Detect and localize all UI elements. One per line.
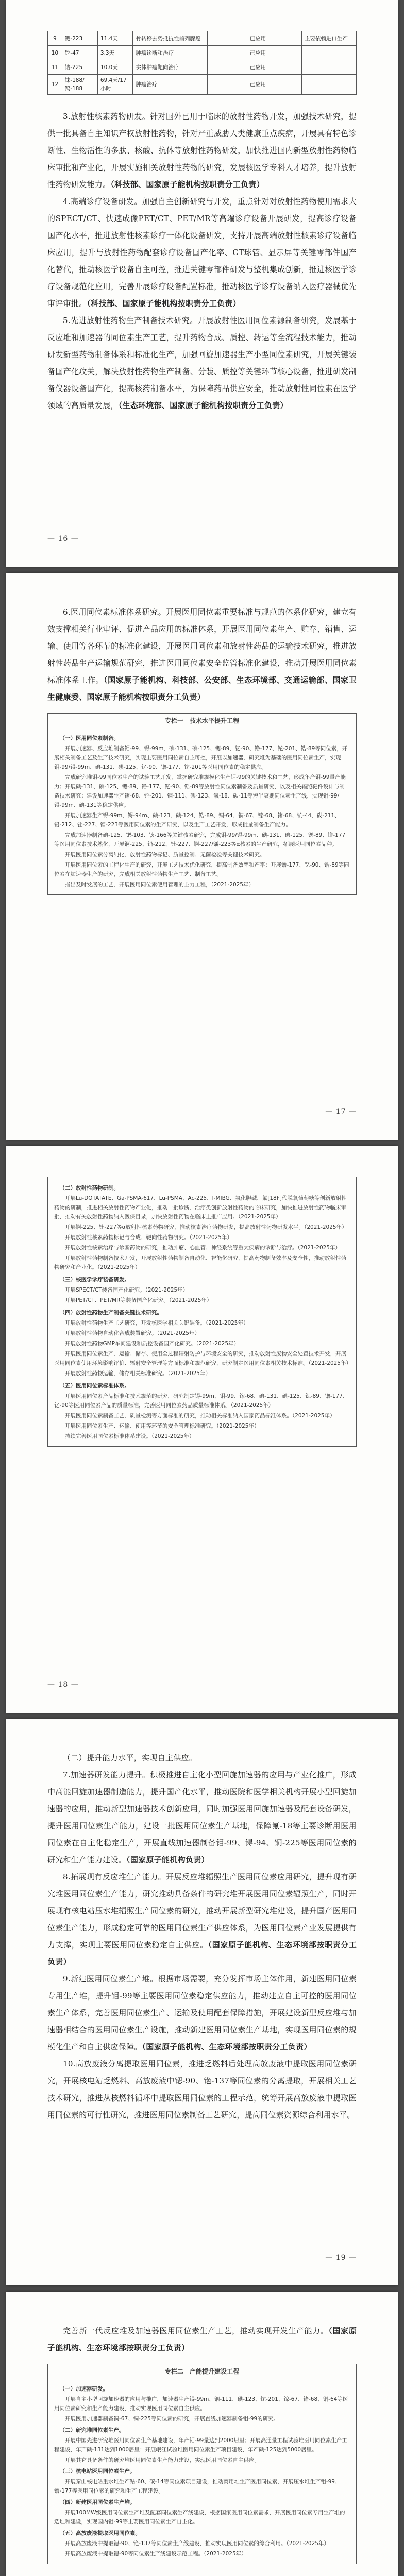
box-item: 完成研究堆钼-99同位素生产的试验工艺开发，掌握研究堆规模化生产钼-99的关键技术和工艺，形成年产钼-99量产能力；开展碘-131、碘-125、锶-89、镥-177、钇-90、锆-89等放射性同位素制备及质量研究，以及相关辐照靶件设计与制造技术研究；建设加速器生产锗-68、铊-201、铟-111、碘-123、氟-18、碳-11等短半衰期同位素生产线，实现钼-99/锝-99m、碘-131等稳定供应。: [54, 774, 346, 808]
table-cell-spec: 10.0天: [97, 60, 133, 75]
box-section-heading: （三）核电站医用同位素生产。: [59, 2468, 136, 2475]
page-1-paragraphs: [47, 108, 357, 414]
box-footer: 开展高放废液中提取锶-90等同位素生产线建设示范工程。（2021-2025年）: [65, 2551, 247, 2557]
paragraph-text: 10.高放废液分离提取医用同位素，推进乏燃料后处理高放废液中提取医用同位素研究，开展核电站乏燃料、高放废液中锶-90、铯-137等同位素的分离提取，开展相关工艺技术研究，推进从核燃料循环中提取医用同位素的工程示范，统筹开展高放废液中提取医用同位素的可行性研究，推进医用同位素制备工艺研究，提高同位素资源综合利用水平。: [47, 2059, 357, 2120]
box-item: 开展放射性核素药物标记与合成、靶向性药物研究。（2021-2025年）: [65, 1234, 232, 1241]
box-section-heading: （一）医用同位素制备。: [59, 735, 119, 741]
table-cell-spec: 69.4天/17小时: [97, 75, 133, 95]
body-paragraph: [47, 1869, 357, 1971]
table-cell-num: 9: [48, 31, 62, 46]
paragraph-text: 4.高端诊疗设备研发。加强自主创新研究与开发，重点针对对放射性药物使用需求大的SPECT/CT、快速成像PET/CT、PET/MR等高端诊疗设备开展研发，提高诊疗设备国产化水平，推进放射性核素诊疗一体化设备研发，支持开展高端放射性核素诊疗设备临床应用，提升与放射性药物配套诊疗设备国产化率、CT球管、显示屏等关键零部件国产化替代，推动核医学设备自主可控，推进关键零部件研发与整机集成创新，推进核医学诊疗设备规范化应用，完善开展诊疗设备配置标准，推动核医学诊疗设备纳入医疗器械优先审评审批。: [47, 197, 357, 308]
table-cell-note: [301, 60, 356, 75]
responsible-agencies: （科技部、国家原子能机构按职责分工负责）: [110, 180, 264, 189]
responsible-agencies: （国家原子能机构、科技部、公安部、生态环境部、交通运输部、国家卫生健康委、国家原子能机构按职责分工负责）: [47, 675, 357, 702]
box-item: 开展锕-225、钍-227等α放射性核素药物研究，推动核素治疗药物研发，提高放射性药物研发水平。（2021-2025年）: [65, 1224, 347, 1230]
table-cell-unit: [207, 75, 247, 95]
paragraph-text: 8.拓展现有反应堆生产能力。开展反应堆辐照生产医用同位素应用研究，提升现有研究堆医用同位素生产能力，研究推动具备条件的研究堆开展医用同位素辐照生产，同时开展现有核电站压水堆辐照生产同位素的研究，推动开展新型研究堆建设，提升国产医用同位素生产能力，形成稳定可靠的医用同位素生产供应体系，为医用同位素产业发展提供有力支撑，实现主要医用同位素稳定自主供应。: [47, 1872, 357, 1950]
box-title: 专栏二 产能提升建设工程: [48, 2364, 356, 2379]
table-cell-name: 铊-47: [62, 46, 97, 60]
responsible-agencies: （科技部、国家原子能机构按职责分工负责）: [87, 299, 241, 308]
box-item: 开展放射性药物GMP车间建设和质控设备国产化研究。（2021-2025年）: [65, 1341, 240, 1347]
paragraph-text: 5.先进放射性药物生产制备技术研究。开展放射性医用同位素源制备研究，发展基于反应堆和加速器的同位素生产工艺，提升药物合成、质控、转运等全流程技术能力，推动研发新型药物制备体系和标准化生产，加强回旋加速器生产小型同位素研究，开展关键装备国产化攻关，解决放射性药物生产制备、分装、质控等关键环节核心设备，推进研发制备仪器设备国产化，提高核药制备水平，为保障药品供应安全，推动放射性同位素在医学领域的高质量发展，: [47, 316, 357, 410]
box-item: 开展秦山核电站重水堆生产钴-60、碳-14等同位素项目建设，推动商用堆生产医用同位素，开展压水堆生产钼-99、镥-177等医用同位素的研究和生产工程建设。: [54, 2479, 341, 2494]
box-item: 开展医用同位素生产、运输、储存、使用全过程辐射防护与环境安全的研究，推动放射性废物安全处置技术开发，开展医用同位素使用环境影响评价、辐射安全管理等方面标准和规范研究，研究制定医用同位素相关技术标准。（2021-2025年）: [54, 1351, 351, 1366]
table-cell-status: 已应用: [247, 60, 301, 75]
box-body: [48, 2379, 356, 2564]
responsible-agencies: （生态环境部、国家原子能机构按职责分工负责）: [118, 401, 288, 410]
page-content: [47, 1750, 357, 2124]
table-cell-use: 骨转移去势抵抗性前列腺癌: [133, 31, 207, 46]
box-item: 开展100MW级医用同位素生产堆及配套同位素生产线建设，根据国家医用同位素需求，开展医用同位素专用生产堆的选址和建设，实现国内钼-99等主要医用同位素生产自主化。: [54, 2510, 345, 2525]
body-paragraph: [47, 604, 357, 706]
page-number: — 16 —: [47, 535, 79, 543]
responsible-agencies: （国家原子能机构、生态环境部按职责分工负责）: [47, 1940, 357, 1967]
body-paragraph: [47, 1767, 357, 1869]
body-paragraph: [47, 2323, 357, 2357]
table-row: [48, 75, 357, 95]
box-footer: 指出及时发展的工艺、开展医用同位素使用管理的主力工程，（2021-2025年）: [65, 882, 254, 888]
box-item: 开展医用同位素制备工艺、质量检测等方面标准的研究，推动相关标准纳入国家药品标准体系。（2021-2025年）: [65, 1413, 335, 1419]
table-cell-unit: [207, 60, 247, 75]
page-number: — 18 —: [47, 1681, 79, 1689]
box-item: 开展医用加速器制备铜-67、铜-225等同位素的研究，开展直线加速器制备钼-99的研究。: [65, 2416, 279, 2422]
document-page-2: [6, 573, 398, 1140]
page-2-paragraphs: [47, 604, 357, 706]
page-content: [47, 604, 357, 895]
page-content: [47, 31, 357, 414]
box-section-heading: （四）放射性药物生产制备关键技术研究。: [59, 1310, 162, 1316]
table-cell-spec: 11.4天: [97, 31, 133, 46]
table-row: [48, 60, 357, 75]
document-page-5: [6, 2292, 398, 2576]
box-section-heading: （一）加速器研发。: [59, 2386, 108, 2392]
body-paragraph: [47, 1971, 357, 2056]
page-content: [47, 2323, 357, 2564]
paragraph-text: （二）提升能力水平，实现自主供应。: [63, 1753, 197, 1762]
column-box-capacity: [47, 2364, 357, 2564]
box-item: 完成加速器制备碘-125、钯-103、钬-166等关键核素研究，完成钼-99/锝-99m、碘-131、碘-125、锶-89、镥-177等医用同位素技术熟化，开展锕-225、铅-212、钍-227、锕-227/镭-223等α核素的生产研究，拓展医用同位素品种。: [54, 832, 346, 848]
box-section-heading: （二）放射性药物研制。: [59, 1185, 119, 1191]
paragraph-text: 7.加速器研发能力提升。积极推进自主化小型回旋加速器的应用与产业化推广，形成中高能回旋加速器制造能力，提升国产化水平，推动医院和医学相关机构开展小型回旋加速器的应用，推动新型加速器技术创新应用，同时加强医用回旋加速器及配套设备研发，提升医用同位素生产能力，建设一批医用同位素生产基地，保障氟-18等主要诊断用医用同位素在自主化稳定生产，开展直线加速器制备钼-99、锝-94、铜-225等医用同位素的研究和生产能力建设。: [47, 1770, 357, 1865]
box-item: 开展医用同位素生产、运输、使用等环节的安全管理标准研究。（2021-2025年）: [65, 1423, 260, 1429]
table-cell-name: 锶-223: [62, 31, 97, 46]
table-cell-spec: 3.3天: [97, 46, 133, 60]
paragraph-text: 3.放射性核素药物研发。针对国外已用于临床的放射性药物开发，加强技术研究，提供一批具备自主知识产权放射性药物，针对严重威胁人类健康重点疾病，开展具有特色诊断性、生物活性的多肽、核酸、抗体等放射性药物研发，加快推进国内新型放射性药物临床审批和产业化，开展实施相关放射性药物的研究，发展核医学专科人才培养，提升放射性药物研发能力。: [47, 112, 357, 189]
isotope-table: [47, 31, 357, 95]
body-paragraph: [47, 312, 357, 414]
table-cell-num: 10: [48, 46, 62, 60]
page-number: — 19 —: [325, 2253, 357, 2262]
box-item: 开展自主小型回旋加速器的应用与推广，加速器生产锝-99m、铟-111、碘-123、铊-201、镓-67、锗-68、铜-64等医用同位素研究和生产能力建设，推动实现医用同位素自主供应。: [54, 2396, 348, 2412]
box-item: 开展PET/CT、PET/MR等装备国产化研究。（2021-2025年）: [65, 1297, 212, 1303]
box-body: [48, 728, 356, 894]
box-item: 开展SPECT/CT装备国产化研究。（2021-2025年）: [65, 1287, 189, 1293]
box-item: 开展放射性药物自动化合成装置研究。（2021-2025年）: [65, 1330, 200, 1336]
box-section-heading: （五）医用同位素标准体系。: [59, 1383, 130, 1389]
paragraph-text: 完善新一代反应堆及加速器医用同位素生产工艺，推动实现开发生产能力。: [63, 2326, 329, 2335]
table-cell-num: 12: [48, 75, 62, 95]
box-item: 开展医用同位素产品标准和技术规范的研究，研究制定锝-99m、钼-99、镓-68、碘-131、碘-125、锶-89、镥-177、钇-90等医用同位素产品的质量标准，完善医用同位素药品质量标准体系。（2021-2025年）: [54, 1393, 348, 1409]
table-cell-use: 实体肿瘤靶向治疗: [133, 60, 207, 75]
column-box-tech: [47, 713, 357, 895]
table-cell-status: 已应用: [247, 31, 301, 46]
responsible-agencies: （国家原子能机构、生态环境部按职责分工负责）: [47, 2326, 357, 2352]
table-row: [48, 46, 357, 60]
document-page-4: [6, 1719, 398, 2285]
body-paragraph: [47, 193, 357, 312]
box-item: 开展放射性药物制备技术开发，开展放射性药物制备自动化、智能化研究，提高药物制备效率及安全性，推动放射性药物研究和产业化。（2021-2025年）: [54, 1255, 346, 1270]
box-item: 开展放射性药物生产工艺研究，开发核医学相关关键装备。（2021-2025年）: [65, 1320, 249, 1326]
responsible-agencies: （国家原子能机构负责）: [126, 1855, 209, 1865]
table-cell-status: 已应用: [247, 75, 301, 95]
body-paragraph: [47, 2056, 357, 2124]
table-cell-unit: [207, 46, 247, 60]
table-cell-use: 肿瘤治疗: [133, 75, 207, 95]
body-paragraph: [47, 108, 357, 193]
box-item: 开展放射性核素治疗与诊断药物的研究，推动肿瘤、心血管、神经系统等重大疾病的诊断与治疗。（2021-2025年）: [65, 1245, 341, 1251]
document-page-1: [6, 0, 398, 567]
body-paragraph: [47, 1750, 357, 1767]
table-cell-note: [301, 46, 356, 60]
page-content: [47, 1177, 357, 1447]
box-section-heading: （三）核医学诊疗装备研发。: [59, 1277, 130, 1283]
page-5-paragraphs: [47, 2323, 357, 2357]
table-cell-name: 铼-188/钨-188: [62, 75, 97, 95]
table-cell-unit: [207, 31, 247, 46]
box-item: 开展放射性药物运输、储存相关标准研究。（2021-2025年）: [65, 1370, 211, 1377]
box-item: 开展医用同位素的工程化生产的研究，开展工艺技术优化研究，提高制备效率和产率；开展镥-177、钇-90、锆-89等同位素在加速器生产的研究，完成相关放射性药物生产工艺、制备工艺。: [54, 862, 349, 877]
box-footer: 持续完善医用同位素标准体系建设。（2021-2025年）: [65, 1433, 195, 1439]
paragraph-text: 9.新建医用同位素生产堆。根据市场需要，充分发挥市场主体作用，新建医用同位素专用生产堆，提升钼-99等主要医用同位素稳定供应能力，推动建立自主可控的医用同位素生产体系，完善医用同位素生产、运输及使用配套保障措施，开展建设新型反应堆与加速器相结合的医用同位素生产设施，推动新建医用同位素生产基地，实现医用同位素的规模化生产和自主供应保障。: [47, 1974, 357, 2052]
box-section-heading: （四）新建医用同位素生产堆。: [59, 2499, 136, 2505]
box-section-heading: （五）高放废液提取医用同位素。: [59, 2530, 141, 2536]
table-cell-name: 锆-225: [62, 60, 97, 75]
box-item: 开展加速器生产锝-99m、锝-94m、碘-123、碘-124、锆-89、铜-64、铜-67、镓-68、锗-68、钪-44、砹-211、铅-212、钍-227、镭-223等医用同位素的生产研究，以及生产工艺开发，形成批量制备生产能力。: [54, 812, 340, 828]
table-row: [48, 31, 357, 46]
box-item: 开展高放废液中提取锶-90、铯-137等同位素生产线建设，推动实现医用同位素的综合利用。（2021-2025年）: [65, 2540, 329, 2547]
table-cell-note: [301, 75, 356, 95]
table-cell-use: 肿瘤诊断和治疗: [133, 46, 207, 60]
page-4-paragraphs: [47, 1750, 357, 2124]
box-section-heading: （二）研究堆同位素生产。: [59, 2427, 125, 2433]
page-number: — 17 —: [325, 1108, 357, 1116]
table-cell-status: 已应用: [247, 46, 301, 60]
column-box-continued: [47, 1177, 357, 1447]
table-cell-note: 主要依赖进口生产: [301, 31, 356, 46]
table-cell-num: 11: [48, 60, 62, 75]
box-item: 开展其它具备条件的研究堆医用同位素生产能力建设，实现医用同位素自主供应。: [65, 2457, 260, 2463]
responsible-agencies: （国家原子能机构、生态环境部按职责分工负责）: [142, 2042, 312, 2052]
box-item: 开展Lu-DOTATATE、Ga-PSMA-617、Lu-PSMA、Ac-225、I-MIBG、氟化胆碱、氟[18F]代脱氧葡萄糖等创新放射性药物的研制，推进相关放射性药物产业化，推动一批诊断、治疗类创新放射性药物的临床研究，加快推进放射性药物临床审批，推动有关放射性药物纳入医保目录，加快放射性药物在临床上推广应用。（2021-2025年）: [54, 1195, 347, 1220]
box-title: 专栏一 技术水平提升工程: [48, 714, 356, 728]
box-item: 开展加速器、反应堆制备钼-99、锝-99m、碘-131、碘-125、锶-89、钇-90、镥-177、铊-201、锆-89等同位素，开展相关制备工艺及生产技术研究，实现主要医用同位素自主可控，开展以加速器、研究堆为基础的医用同位素生产，实现钼-99/锝-99m、碘-131、碘-125、钇-90、镥-177、铊-201等医用同位素的稳定供应。: [54, 745, 348, 770]
paragraph-text: 6.医用同位素标准体系研究。开展医用同位素重要标准与规范的体系化研究，建立有效支撑相关行业审评、促进产品应用的标准体系，开展医用同位素生产、贮存、销售、运输、使用等各环节的标准化建设，开展医用同位素和放射性药品的运输技术研究，推进放射性药品生产运输规范研究，推进医用同位素安全监管标准化建设，推动开展医用同位素标准体系工作。: [47, 607, 357, 685]
document-page-3: [6, 1146, 398, 1713]
box-item: 开展中国先进研究堆医用同位素生产基地建设，年产钼-99量达到2000居里；开展高通量工程试验堆医用同位素生产工程建设，年产碘-131达到1000居里；开展岷江试验堆医用同位素生产项目建设，年产碘-125达到5000居里。: [54, 2437, 347, 2453]
box-item: 开展医用同位素分离纯化、放射性药物标记、质量控制、无菌检验等关键技术研究。: [65, 852, 265, 858]
